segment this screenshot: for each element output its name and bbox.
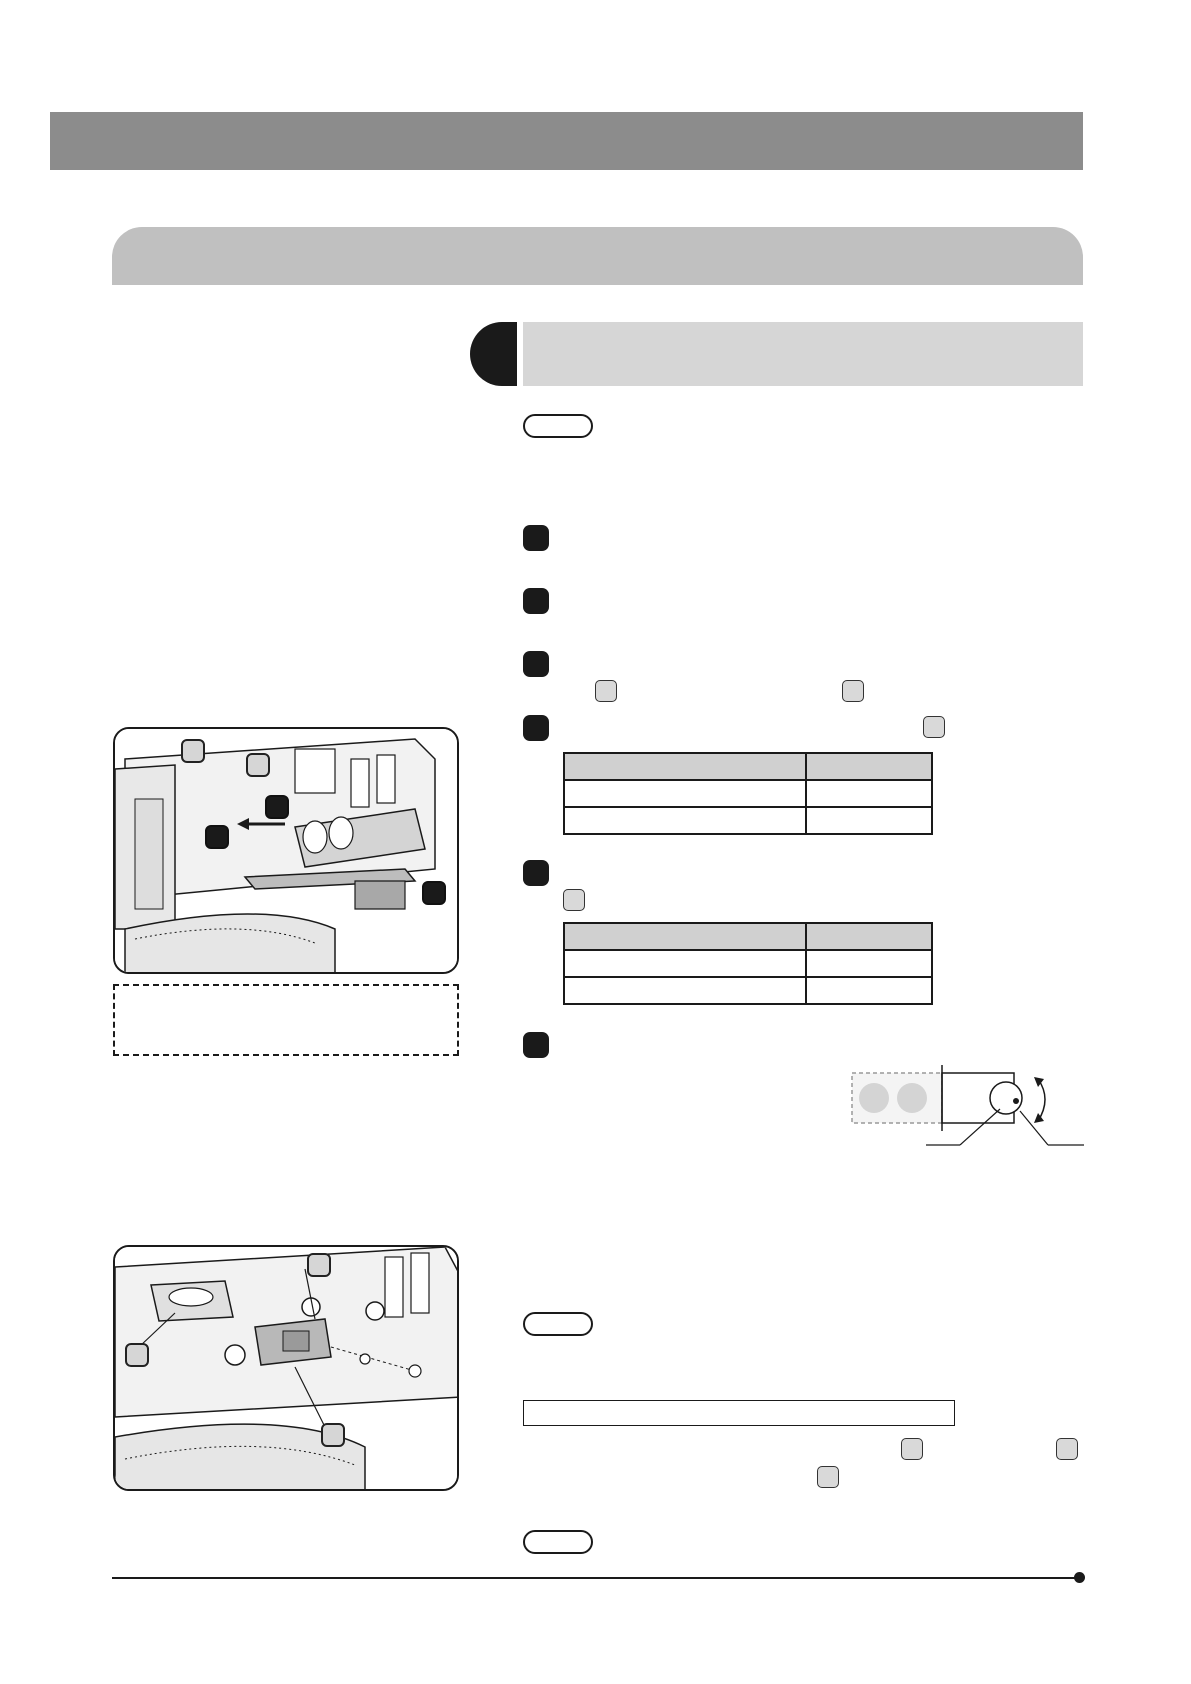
step-number-2 xyxy=(523,588,549,614)
footer-dot xyxy=(1074,1572,1085,1583)
step-number-3 xyxy=(523,651,549,677)
figure-filter-insertion xyxy=(113,727,459,974)
step-header-bar xyxy=(523,322,1083,386)
figure-callout xyxy=(265,795,289,819)
mount-illustration xyxy=(115,1247,459,1491)
figure-callout xyxy=(422,881,446,905)
spec-table-1 xyxy=(563,752,933,835)
figure-callout xyxy=(125,1343,149,1367)
footer-rule xyxy=(112,1577,1079,1579)
figure-callout xyxy=(205,825,229,849)
step-number-5 xyxy=(523,860,549,886)
note-label-pill xyxy=(523,414,593,438)
figure-callout xyxy=(181,739,205,763)
filter-orientation-diagram xyxy=(848,1065,1088,1155)
figure-reference-marker xyxy=(1056,1438,1078,1460)
step-number-1 xyxy=(523,525,549,551)
caption-note-box xyxy=(113,984,459,1056)
step-number-6 xyxy=(523,1032,549,1058)
page-banner xyxy=(50,112,1083,170)
figure-callout xyxy=(307,1253,331,1277)
figure-reference-marker xyxy=(817,1466,839,1488)
figure-reference-marker xyxy=(923,716,945,738)
heading-box xyxy=(523,1400,955,1426)
figure-reference-marker xyxy=(595,680,617,702)
section-title-bar xyxy=(112,227,1083,285)
note-label-pill xyxy=(523,1312,593,1336)
figure-reference-marker xyxy=(842,680,864,702)
spec-table-2 xyxy=(563,922,933,1005)
note-label-pill xyxy=(523,1530,593,1554)
figure-callout xyxy=(246,753,270,777)
figure-reference-marker xyxy=(563,889,585,911)
step-number-tab xyxy=(470,322,517,386)
figure-reference-marker xyxy=(901,1438,923,1460)
figure-callout xyxy=(321,1423,345,1447)
figure-filter-mount xyxy=(113,1245,459,1491)
step-number-4 xyxy=(523,715,549,741)
illuminator-illustration xyxy=(115,729,459,974)
